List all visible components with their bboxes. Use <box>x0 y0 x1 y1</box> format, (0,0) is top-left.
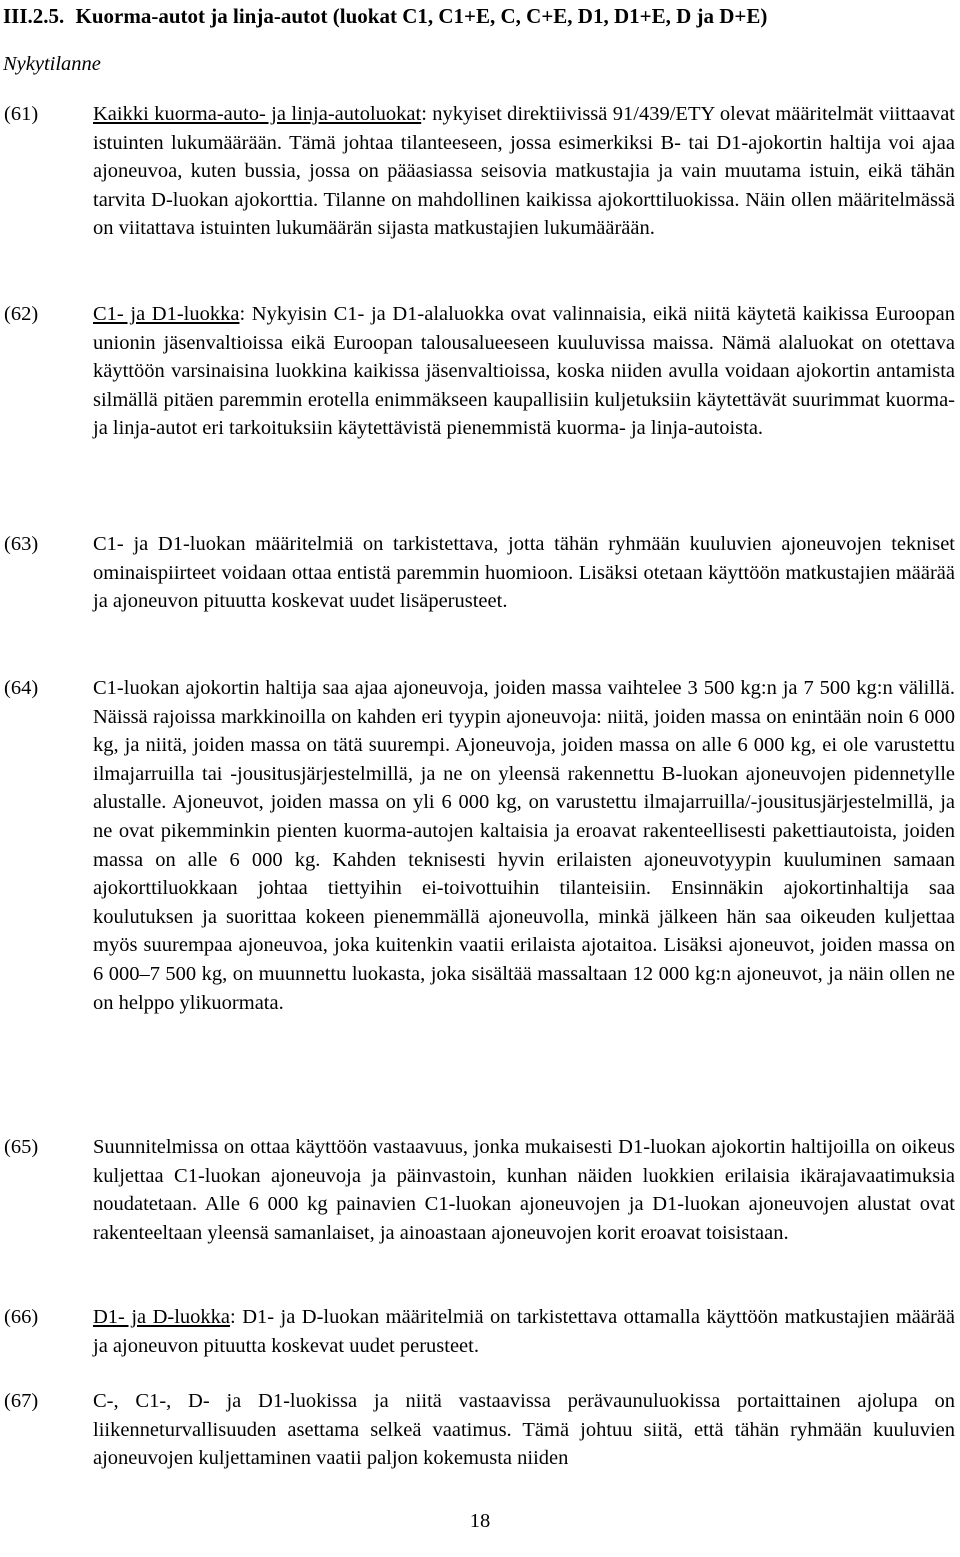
paragraph-number: (67) <box>4 1390 39 1412</box>
paragraph-body: : nykyiset direktiivissä 91/439/ETY olevat määritelmät viittaavat istuinten lukumäärään. Tämä johtaa tilanteeseen, jossa esimerkiksi B- tai D1-ajokortin haltija voi ajaa ajoneuvoa, kuten bussia, jossa on pääasiassa seisovia matkustajia ja vain muutama istuin, eikä tähän tarvita D-luokan ajokorttia. Tilanne on mahdollinen kaikissa ajokorttiluokissa. Näin ollen määritelmässä on viitattava istuinten lukumäärän sijasta matkustajien lukumäärään. <box>93 103 955 240</box>
paragraph-text <box>93 1303 955 1360</box>
paragraph-text <box>93 674 955 1017</box>
paragraph-body: : Nykyisin C1- ja D1-alaluokka ovat valinnaisia, eikä niitä käytetä kaikissa Euroopan unionin jäsenvaltioissa eikä Euroopan talousalueeseen kuuluvissa maissa. Nämä alaluokat on otettava käyttöön varsinaisina luokkina kaikissa jäsenvaltioissa, koska niiden avulla voidaan ajokortin antamista silmällä pitäen paremmin erotella enimmäkseen kaupallisiin kuljetuksiin käytettävät suurimmat kuorma- ja linja-autot eri tarkoituksiin käytettävistä pienemmistä kuorma- ja linja-autoista. <box>93 303 955 440</box>
paragraph-lead: D1- ja D-luokka <box>93 1306 231 1328</box>
paragraph-body: Suunnitelmissa on ottaa käyttöön vastaavuus, jonka mukaisesti D1-luokan ajokortin haltijoilla on oikeus kuljettaa C1-luokan ajoneuvoja ja päinvastoin, kunhan näiden luokkien erilaisia ikärajavaatimuksia noudatetaan. Alle 6 000 kg painavien C1-luokan ajoneuvojen ja D1-luokan ajoneuvojen alustat ovat rakenteeltaan yleensä samanlaiset, ja ainoastaan ajoneuvojen korit eroavat toisistaan. <box>93 1136 955 1244</box>
paragraph-text <box>93 530 955 616</box>
paragraph-lead: C1- ja D1-luokka <box>93 303 240 325</box>
subsection-heading: Nykytilanne <box>3 53 101 75</box>
paragraph-text <box>93 1387 955 1473</box>
paragraph-lead: Kaikki kuorma-auto- ja linja-autoluokat <box>93 103 422 125</box>
paragraph-body: : D1- ja D-luokan määritelmiä on tarkistettava ottamalla käyttöön matkustajien määrää ja ajoneuvon pituutta koskevat uudet perusteet. <box>93 1306 955 1357</box>
paragraph-text <box>93 1133 955 1247</box>
paragraph-text <box>93 300 955 443</box>
paragraph-text <box>93 100 955 243</box>
paragraph-number: (64) <box>4 677 39 699</box>
section-number: III.2.5. <box>3 4 65 28</box>
paragraph-number: (65) <box>4 1136 39 1158</box>
paragraph-number: (63) <box>4 533 39 555</box>
paragraph-number: (66) <box>4 1306 39 1328</box>
section-title: Kuorma-autot ja linja-autot (luokat C1, C1+E, C, C+E, D1, D1+E, D ja D+E) <box>75 4 768 28</box>
paragraph-body: C1-luokan ajokortin haltija saa ajaa ajoneuvoja, joiden massa vaihtelee 3 500 kg:n ja 7 500 kg:n välillä. Näissä rajoissa markkinoilla on kahden eri tyypin ajoneuvoja: niitä, joiden massa on enintään noin 6 000 kg, ja niitä, joiden massa on tätä suurempi. Ajoneuvoja, joiden massa on alle 6 000 kg, ei ole varustettu ilmajarruilla tai -jousitusjärjestelmillä, ja ne on yleensä rakennettu B-luokan ajoneuvojen pidennetylle alustalle. Ajoneuvot, joiden massa on yli 6 000 kg, on varustettu ilmajarruilla/-jousitusjärjestelmillä, ja ne ovat pikemminkin pienten kuorma-autojen kaltaisia ja eroavat rakenteellisesti pakettiautoista, joiden massa on alle 6 000 kg. Kahden teknisesti hyvin erilaisten ajoneuvotyypin kuuluminen samaan ajokorttiluokkaan johtaa tiettyihin ei-toivottuihin tilanteisiin. Ensinnäkin ajokortinhaltija saa koulutuksen ja suorittaa kokeen pienemmällä ajoneuvolla, minkä jälkeen hän saa oikeuden kuljettaa myös suurempaa ajoneuvoa, joka kuitenkin vaatii erilaista ajotaitoa. Lisäksi ajoneuvot, joiden massa on 6 000–7 500 kg, on muunnettu luokasta, joka sisältää massaltaan 12 000 kg:n ajoneuvot, ja näin ollen ne on helppo ylikuormata. <box>93 677 955 1014</box>
section-heading <box>3 2 767 30</box>
paragraph-body: C-, C1-, D- ja D1-luokissa ja niitä vastaavissa perävaunuluokissa portaittainen ajolupa on liikenneturvallisuuden asettama selkeä vaatimus. Tämä johtuu siitä, että tähän ryhmään kuuluvien ajoneuvojen kuljettaminen vaatii paljon kokemusta niiden <box>93 1390 955 1470</box>
paragraph-number: (61) <box>4 103 39 125</box>
paragraph-body: C1- ja D1-luokan määritelmiä on tarkistettava, jotta tähän ryhmään kuuluvien ajoneuvojen tekniset ominaispiirteet voidaan ottaa entistä paremmin huomioon. Lisäksi otetaan käyttöön matkustajien määrää ja ajoneuvon pituutta koskevat uudet lisäperusteet. <box>93 533 955 613</box>
page-number: 18 <box>469 1510 491 1532</box>
paragraph-number: (62) <box>4 303 39 325</box>
